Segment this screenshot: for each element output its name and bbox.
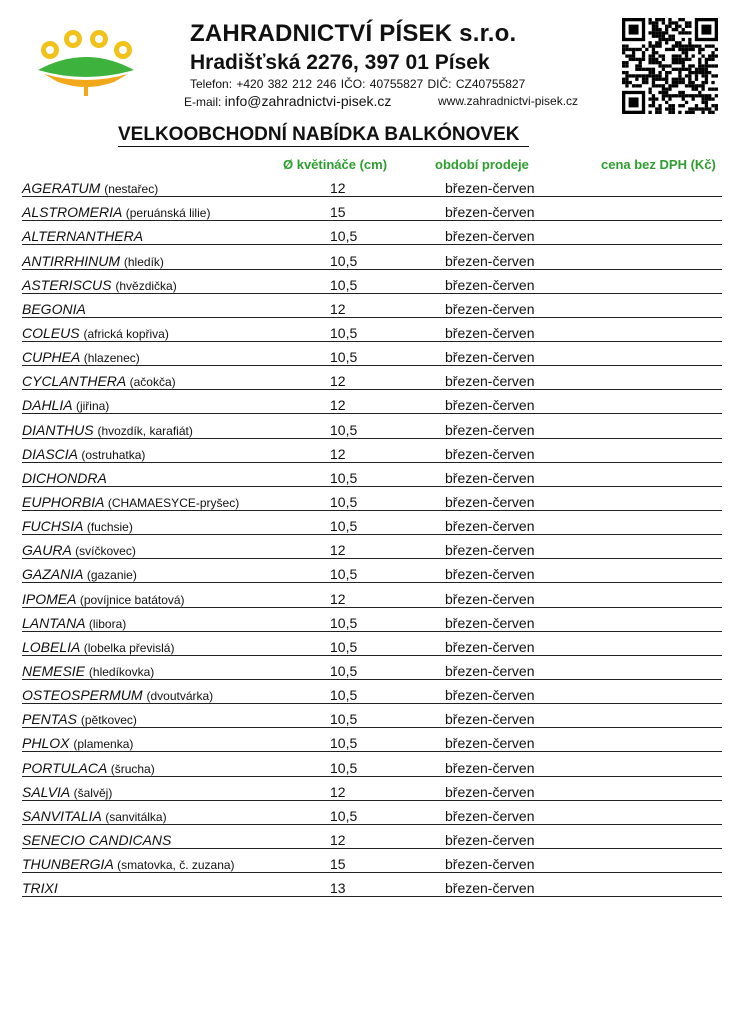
list-item xyxy=(0,633,748,657)
plant-latin-name: PHLOX xyxy=(22,735,70,752)
column-header-pot: Ø květináče (cm) xyxy=(283,157,388,172)
sale-period: březen-červen xyxy=(445,445,535,462)
sale-period: březen-červen xyxy=(445,783,535,800)
plant-name xyxy=(22,518,133,534)
list-item xyxy=(0,729,748,753)
pot-size: 12 xyxy=(330,445,346,462)
list-item xyxy=(0,753,748,777)
plant-latin-name: COLEUS xyxy=(22,324,80,341)
plant-common-name: (povíjnice batátová) xyxy=(79,592,185,607)
company-name: ZAHRADNICTVÍ PÍSEK s.r.o. xyxy=(190,20,517,47)
plant-latin-name: THUNBERGIA xyxy=(22,856,114,873)
row-divider xyxy=(22,462,722,463)
plant-common-name: (sanvitálka) xyxy=(105,809,167,824)
plant-name xyxy=(22,228,143,244)
list-item xyxy=(0,488,748,512)
pot-size: 10,5 xyxy=(330,469,358,486)
plant-name xyxy=(22,880,58,896)
plant-common-name: (ostruhatka) xyxy=(81,447,146,462)
plant-common-name: (libora) xyxy=(88,616,127,631)
plant-latin-name: GAURA xyxy=(22,542,72,559)
row-divider xyxy=(22,438,722,439)
email-label: E-mail: xyxy=(184,95,225,109)
pot-size: 15 xyxy=(330,856,346,873)
plant-latin-name: PENTAS xyxy=(22,711,77,728)
row-divider xyxy=(22,679,722,680)
pot-size: 10,5 xyxy=(330,493,358,510)
plant-latin-name: FUCHSIA xyxy=(22,518,83,535)
plant-common-name: (dvoutvárka) xyxy=(146,689,214,704)
plant-latin-name: SANVITALIA xyxy=(22,807,102,824)
plant-common-name: (ačokča) xyxy=(129,375,176,390)
row-divider xyxy=(22,631,722,632)
plant-latin-name: SENECIO CANDICANS xyxy=(22,831,172,848)
list-item xyxy=(0,198,748,222)
plant-name xyxy=(22,470,107,486)
plant-name xyxy=(22,566,137,582)
plant-name xyxy=(22,422,193,438)
sale-period: březen-červen xyxy=(445,687,535,704)
pot-size: 10,5 xyxy=(330,349,358,366)
plant-latin-name: LOBELIA xyxy=(22,638,80,655)
plant-common-name: (africká kopřiva) xyxy=(83,326,169,341)
list-item xyxy=(0,850,748,874)
row-divider xyxy=(22,341,722,342)
plant-common-name: (hledík) xyxy=(123,254,164,269)
plant-latin-name: BEGONIA xyxy=(22,300,86,317)
list-item xyxy=(0,464,748,488)
sale-period: březen-červen xyxy=(445,493,535,510)
sale-period: březen-červen xyxy=(445,180,535,197)
plant-common-name: (jiřina) xyxy=(75,399,110,414)
list-item xyxy=(0,657,748,681)
list-item xyxy=(0,536,748,560)
sale-period: březen-červen xyxy=(445,807,535,824)
plant-common-name: (lobelka převislá) xyxy=(83,640,175,655)
row-divider xyxy=(22,872,722,873)
plant-common-name: (gazanie) xyxy=(86,568,137,583)
plant-name xyxy=(22,735,133,751)
plant-latin-name: DAHLIA xyxy=(22,397,73,414)
row-divider xyxy=(22,558,722,559)
sale-period: březen-červen xyxy=(445,324,535,341)
pot-size: 10,5 xyxy=(330,421,358,438)
plant-name xyxy=(22,253,164,269)
row-divider xyxy=(22,776,722,777)
row-divider xyxy=(22,293,722,294)
row-divider xyxy=(22,269,722,270)
website-link[interactable]: www.zahradnictvi-pisek.cz xyxy=(438,94,579,108)
list-item xyxy=(0,802,748,826)
plant-name xyxy=(22,397,109,413)
page-title: VELKOOBCHODNÍ NABÍDKA BALKÓNOVEK xyxy=(118,124,529,147)
company-logo xyxy=(30,22,142,98)
plant-common-name: (plamenka) xyxy=(73,737,134,752)
pot-size: 10,5 xyxy=(330,759,358,776)
list-item xyxy=(0,874,748,898)
plant-latin-name: LANTANA xyxy=(22,614,86,631)
list-item xyxy=(0,609,748,633)
list-item xyxy=(0,246,748,270)
list-item xyxy=(0,319,748,343)
sale-period: březen-červen xyxy=(445,373,535,390)
list-item xyxy=(0,584,748,608)
list-item xyxy=(0,778,748,802)
qr-code-icon xyxy=(622,18,718,114)
pot-size: 12 xyxy=(330,397,346,414)
leaf-icon xyxy=(38,57,134,77)
column-header-price: cena bez DPH (Kč) xyxy=(601,157,716,172)
pot-size: 10,5 xyxy=(330,228,358,245)
list-item xyxy=(0,440,748,464)
sale-period: březen-červen xyxy=(445,735,535,752)
pot-size: 10,5 xyxy=(330,711,358,728)
plant-name xyxy=(22,663,154,679)
plant-common-name: (hledíkovka) xyxy=(88,664,155,679)
list-item xyxy=(0,343,748,367)
pot-size: 12 xyxy=(330,373,346,390)
plant-latin-name: CYCLANTHERA xyxy=(22,373,126,390)
sale-period: březen-červen xyxy=(445,759,535,776)
list-item xyxy=(0,295,748,319)
plant-latin-name: PORTULACA xyxy=(22,759,107,776)
plant-common-name: (hlazenec) xyxy=(83,351,140,366)
plant-common-name: (šrucha) xyxy=(110,761,155,776)
email-line xyxy=(184,93,579,109)
sale-period: březen-červen xyxy=(445,590,535,607)
list-item xyxy=(0,826,748,850)
plant-name xyxy=(22,808,167,824)
list-item xyxy=(0,174,748,198)
pot-size: 12 xyxy=(330,831,346,848)
row-divider xyxy=(22,607,722,608)
plant-common-name: (šalvěj) xyxy=(73,785,113,800)
plant-latin-name: NEMESIE xyxy=(22,662,86,679)
plant-common-name: (pětkovec) xyxy=(80,713,137,728)
pot-size: 10,5 xyxy=(330,662,358,679)
list-item xyxy=(0,222,748,246)
sale-period: březen-červen xyxy=(445,349,535,366)
plant-name xyxy=(22,856,235,872)
plant-latin-name: IPOMEA xyxy=(22,590,76,607)
list-item xyxy=(0,415,748,439)
sale-period: březen-červen xyxy=(445,856,535,873)
plant-name xyxy=(22,832,171,848)
pot-size: 12 xyxy=(330,590,346,607)
row-divider xyxy=(22,800,722,801)
pot-size: 10,5 xyxy=(330,276,358,293)
plant-latin-name: AGERATUM xyxy=(22,180,101,197)
plant-latin-name: OSTEOSPERMUM xyxy=(22,687,143,704)
plant-common-name: (smatovka, č. zuzana) xyxy=(117,858,235,873)
sale-period: březen-červen xyxy=(445,880,535,897)
plant-name xyxy=(22,542,136,558)
offer-list xyxy=(0,174,748,898)
plant-name xyxy=(22,373,176,389)
list-item xyxy=(0,512,748,536)
plant-name xyxy=(22,711,137,727)
list-item xyxy=(0,391,748,415)
row-divider xyxy=(22,389,722,390)
plant-common-name: (hvězdička) xyxy=(115,278,177,293)
sale-period: březen-červen xyxy=(445,518,535,535)
plant-latin-name: DIASCIA xyxy=(22,445,78,462)
plant-name xyxy=(22,325,169,341)
plant-common-name: (svíčkovec) xyxy=(75,544,136,559)
row-divider xyxy=(22,510,722,511)
sale-period: březen-červen xyxy=(445,228,535,245)
sale-period: březen-červen xyxy=(445,421,535,438)
list-item xyxy=(0,367,748,391)
pot-size: 13 xyxy=(330,880,346,897)
plant-common-name: (fuchsie) xyxy=(86,520,133,535)
row-divider xyxy=(22,824,722,825)
plant-name xyxy=(22,639,174,655)
list-item xyxy=(0,681,748,705)
plant-latin-name: ANTIRRHINUM xyxy=(22,252,120,269)
sale-period: březen-červen xyxy=(445,542,535,559)
plant-common-name: (CHAMAESYCE-pryšec) xyxy=(107,495,240,510)
sale-period: březen-červen xyxy=(445,252,535,269)
list-item xyxy=(0,705,748,729)
email-link[interactable]: info@zahradnictvi-pisek.cz xyxy=(224,93,392,109)
plant-name xyxy=(22,349,140,365)
flower-icon xyxy=(41,30,132,59)
plant-common-name: (hvozdík, karafiát) xyxy=(97,423,193,438)
plant-latin-name: SALVIA xyxy=(22,783,70,800)
sale-period: březen-červen xyxy=(445,204,535,221)
plant-name xyxy=(22,277,177,293)
pot-size: 15 xyxy=(330,204,346,221)
sale-period: březen-červen xyxy=(445,566,535,583)
sale-period: březen-červen xyxy=(445,300,535,317)
contact-info: Telefon: +420 382 212 246 IČO: 40755827 DIČ: CZ40755827 xyxy=(190,77,526,91)
sale-period: březen-červen xyxy=(445,614,535,631)
row-divider xyxy=(22,896,722,897)
company-address: Hradišťská 2276, 397 01 Písek xyxy=(190,51,490,74)
row-divider xyxy=(22,848,722,849)
pot-size: 10,5 xyxy=(330,252,358,269)
row-divider xyxy=(22,486,722,487)
pot-size: 10,5 xyxy=(330,614,358,631)
row-divider xyxy=(22,655,722,656)
row-divider xyxy=(22,196,722,197)
plant-latin-name: ALTERNANTHERA xyxy=(22,228,144,245)
column-header-period: období prodeje xyxy=(435,157,529,172)
plant-latin-name: DICHONDRA xyxy=(22,469,107,486)
row-divider xyxy=(22,703,722,704)
plant-latin-name: ASTERISCUS xyxy=(22,276,112,293)
pot-size: 12 xyxy=(330,542,346,559)
plant-name xyxy=(22,687,213,703)
pot-size: 12 xyxy=(330,300,346,317)
pot-size: 10,5 xyxy=(330,638,358,655)
row-divider xyxy=(22,727,722,728)
plant-name xyxy=(22,301,86,317)
sale-period: březen-červen xyxy=(445,831,535,848)
pot-size: 10,5 xyxy=(330,518,358,535)
pot-size: 10,5 xyxy=(330,687,358,704)
plant-latin-name: DIANTHUS xyxy=(22,421,94,438)
plant-latin-name: GAZANIA xyxy=(22,566,83,583)
sale-period: březen-červen xyxy=(445,638,535,655)
plant-name xyxy=(22,446,145,462)
plant-latin-name: TRIXI xyxy=(22,880,58,897)
row-divider xyxy=(22,751,722,752)
pot-size: 10,5 xyxy=(330,807,358,824)
sale-period: březen-červen xyxy=(445,276,535,293)
sale-period: březen-červen xyxy=(445,469,535,486)
sale-period: březen-červen xyxy=(445,662,535,679)
plant-name xyxy=(22,760,155,776)
row-divider xyxy=(22,317,722,318)
pot-size: 10,5 xyxy=(330,566,358,583)
plant-common-name: (nestařec) xyxy=(104,182,159,197)
row-divider xyxy=(22,413,722,414)
plant-common-name: (peruánská lilie) xyxy=(125,206,211,221)
plant-name xyxy=(22,204,210,220)
plant-name xyxy=(22,591,185,607)
plant-name xyxy=(22,615,126,631)
row-divider xyxy=(22,220,722,221)
list-item xyxy=(0,271,748,295)
plant-latin-name: EUPHORBIA xyxy=(22,493,104,510)
plant-latin-name: ALSTROMERIA xyxy=(22,204,122,221)
pot-size: 12 xyxy=(330,783,346,800)
row-divider xyxy=(22,582,722,583)
row-divider xyxy=(22,365,722,366)
pot-size: 10,5 xyxy=(330,735,358,752)
row-divider xyxy=(22,244,722,245)
plant-name xyxy=(22,494,239,510)
plant-latin-name: CUPHEA xyxy=(22,349,80,366)
row-divider xyxy=(22,534,722,535)
pot-size: 10,5 xyxy=(330,324,358,341)
plant-name xyxy=(22,784,112,800)
plant-name xyxy=(22,180,158,196)
sale-period: březen-červen xyxy=(445,397,535,414)
pot-size: 12 xyxy=(330,180,346,197)
sale-period: březen-červen xyxy=(445,711,535,728)
list-item xyxy=(0,560,748,584)
